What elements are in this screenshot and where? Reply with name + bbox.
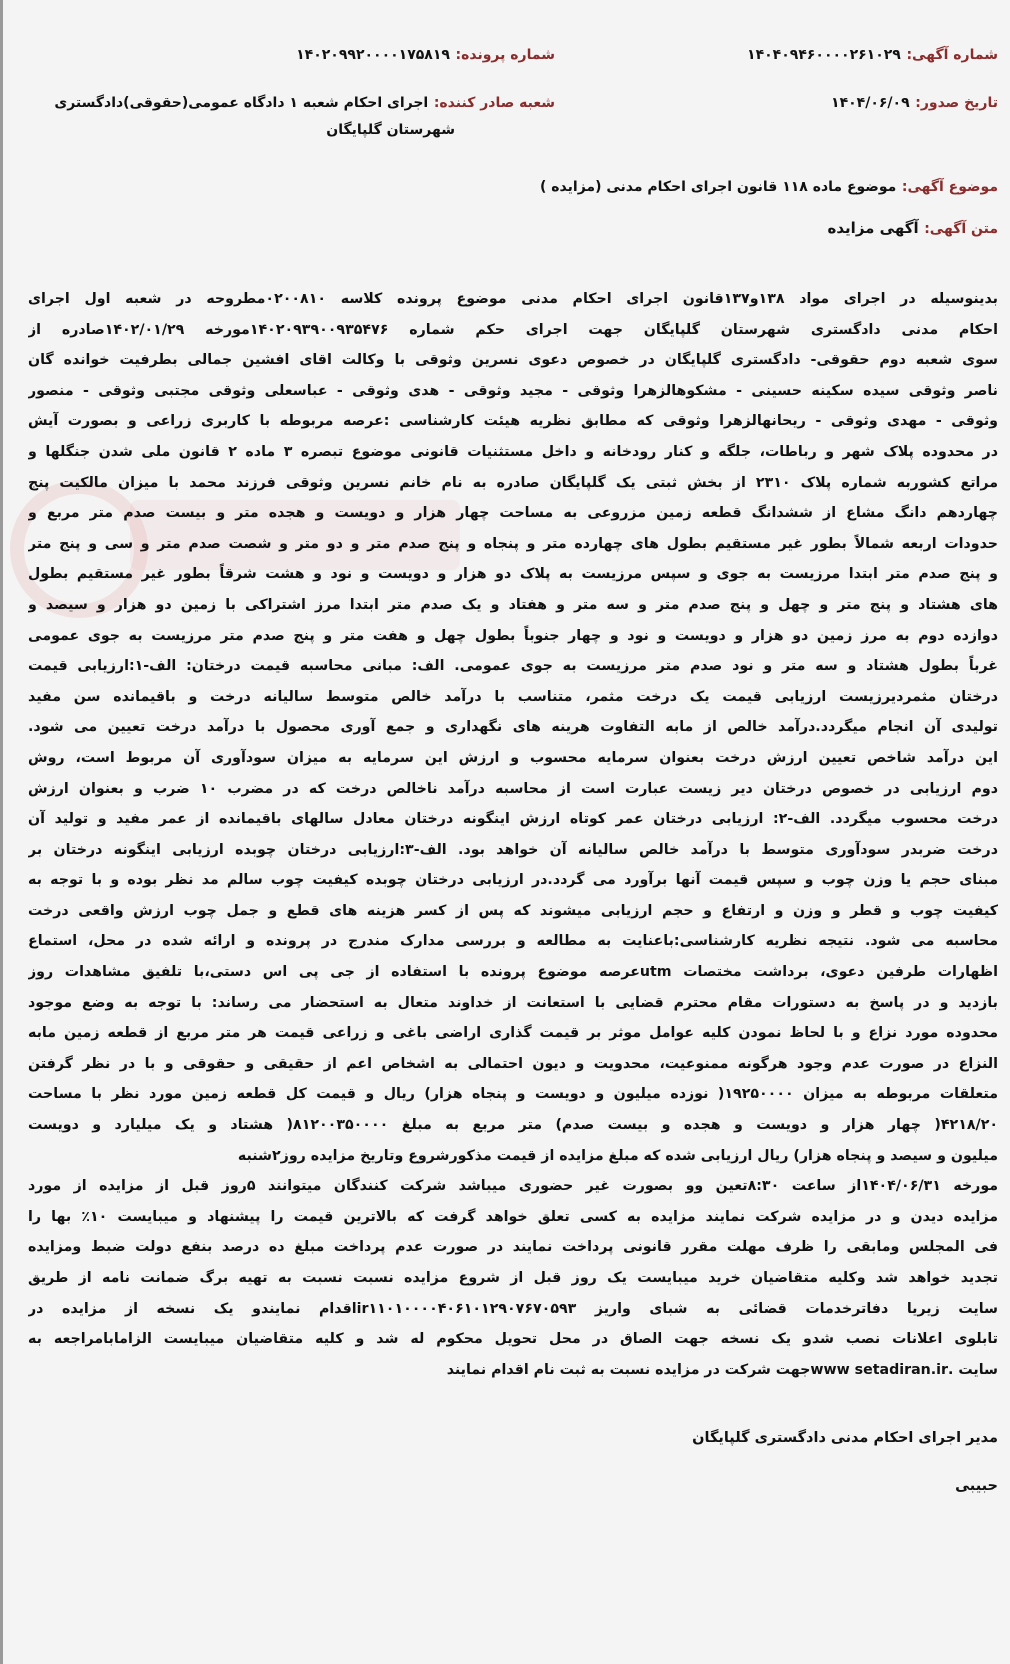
body-line: درخت محسوب میگردد. الف-۲: ارزیابی درختان عمر کوتاه ارزش اینگونه درختان معادل سالهای باقیمانده از عمر مفید و تولید آن [28, 811, 998, 828]
subject-label: موضوع آگهی: [901, 179, 998, 195]
body-line: فی المجلس ومابقی را ظرف مهلت مقرر قانونی پرداخت نمایند در صورت عدم پرداخت مبلغ ده درصد بنفع دولت ضبط ومزایده [28, 1239, 998, 1256]
body-line: در محدوده پلاک شهر و رباطات، جلگه و کنار رودخانه و داخل مستثنیات قانونی موضوع تبصره ۳ ماده ۲ قانون ملی شدن جنگلها و [28, 443, 998, 460]
body-line: مزایده دیدن و در مزایده شرکت نمایند مزایده به کسی تعلق خواهد گرفت که بالاترین قیمت را پیشنهاد و میبایست ۱۰٪ بها را [28, 1208, 998, 1225]
body-line: وثوقی - مهدی وثوقی - ریحانهالزهرا وثوقی که مطابق نظریه هیئت کارشناسی :عرصه مربوطه با کاربری زراعی و بصورت آیش [28, 413, 998, 430]
subject-value: موضوع ماده ۱۱۸ قانون اجرای احکام مدنی (مزایده ) [540, 179, 897, 195]
body-line: سایت زیریا دفاترخدمات قضائی به شبای واریز ir۱۱۰۱۰۰۰۰۴۰۶۱۰۱۲۹۰۷۶۷۰۵۹۳اقدام نمایندو یک نسخه از مزایده در [28, 1300, 998, 1317]
ad-body-text [28, 284, 998, 1385]
body-line: تجدید خواهد شد وکلیه متقاضیان خرید میبایست یک روز قبل از شروع مزایده نسبت نسبت به تهیه برگ ضمانت نامه از طریق [28, 1270, 998, 1286]
body-line: و پنج صدم متر ابتدا مرزیست به جوی و سپس مرزیست به پلاک دو هزار و دویست و نود و هشت شرقاً بطور غیر مستقیم بطول [28, 566, 998, 583]
ad-number-value: ۱۴۰۴۰۹۴۶۰۰۰۰۲۶۱۰۲۹ [747, 47, 901, 63]
issue-date-label: تاریخ صدور: [915, 95, 998, 111]
body-line: مورخه ۱۴۰۴/۰۶/۳۱از ساعت ۸:۳۰تعین وو بصورت غیر حضوری میباشد شرکت کنندگان میتوانند ۵روز قبل از مزایده از مورد [28, 1178, 998, 1195]
body-line: احکام مدنی دادگستری شهرستان گلپایگان جهت اجرای حکم شماره ۱۴۰۲۰۹۳۹۰۰۹۳۵۴۷۶مورخه ۱۴۰۲/۰۱/۲۹صادره از [28, 321, 998, 338]
body-line: مبنای حجم یا وزن چوب و سپس قیمت آنها برآورد می گردد.در ارزیابی درختان چوبده کیفیت چوب سالم مد نظر بوده و با توجه به [28, 872, 998, 889]
body-line: درختان مثمردیرزیست ارزیابی قیمت یک درخت مثمر، متناسب با درآمد خالص متوسط سالیانه درخت و باقیمانده سن مفید [28, 688, 998, 705]
ad-number-field [747, 44, 998, 63]
body-line: ۴۲۱۸/۲۰( چهار هزار و دویست و هجده و بیست صدم) متر مربع به مبلغ ۸۱۲۰۰۳۵۰۰۰۰( هشتاد و یک میلیارد و دویست [28, 1117, 998, 1134]
body-line: اظهارات طرفین دعوی، برداشت مختصات utmعرصه موضوع پرونده با استفاده از جی پی اس دستی،با تلفیق مشاهدات روز [28, 964, 998, 981]
ad-text-title: آگهی مزایده [827, 219, 919, 237]
body-line: چهاردهم دانگ مشاع از ششدانگ قطعه زمین مزروعی به مساحت چهار هزار و دویست و هجده متر و بیست صدم متر مربع و [28, 505, 998, 522]
body-line: النزاع در صورت عدم وجود هرگونه ممنوعیت، محدویت و دیون احتمالی به اشخاص اعم از حقیقی و حقوقی و با در نظر گرفتن [28, 1055, 998, 1072]
body-line: کیفیت چوب و قطر و وزن و ارتفاع و حجم ارزیابی میشوند که پس از کسر هزینه های قطع و جمل چوب ارزش واقعی درخت [28, 902, 998, 919]
issue-date-value: ۱۴۰۴/۰۶/۰۹ [831, 95, 910, 111]
case-number-field [296, 44, 555, 63]
page-border [0, 0, 3, 1664]
body-line: حدودات اربعه شمالاً بطور غیر مستقیم بطول های چهارده متر و پنجاه و پنج صدم متر و دو متر و شصت صدم متر و سی و پنج متر [28, 535, 998, 552]
branch-label: شعبه صادر کننده: [433, 95, 555, 111]
ad-text-field [828, 218, 998, 237]
body-line: بازدید و در پاسخ به دستورات مقام محترم قضایی با استعانت از خداوند متعال به استحضار می رساند: با توجه به وضع موجود [28, 994, 998, 1011]
body-line: محدوده مورد نزاع و با لحاظ نمودن کلیه عوامل موثر بر قیمت گذاری اراضی باغی و زراعی قیمت هر متر مربع از قطعه زمین مابه [28, 1025, 998, 1042]
body-line: غرباً بطول هشتاد و سه متر و نود صدم متر مرزیست به جوی عمومی. الف: مبانی محاسبه قیمت درختان: الف-۱:ارزیابی قیمت [28, 658, 998, 675]
body-line: این درآمد شاخص تعیین ارزش درخت بعنوان سرمایه محسوب و ارزش این سرمایه به میزان سودآوری آن مربوط است، روش [28, 749, 998, 766]
ad-number-label: شماره آگهی: [906, 47, 998, 63]
body-line: دوم ارزیابی در خصوص درختان دیر زیست عبارت است از محاسبه درآمد ناخالص درخت که در مضرب ۱۰ ضرب و بعنوان ارزش [28, 780, 998, 797]
ad-text-label: متن آگهی: [924, 221, 998, 237]
body-line: دوازده دوم به مرز زمین دو هزار و دویست و نود و چهار جنوباً بطول چهل و هفت متر و پنج صدم متر مرزیست به جوی عمومی [28, 627, 998, 644]
body-line: های هشتاد و پنج متر و چهل و پنج صدم متر و سه متر و هفتاد و یک صدم متر ابتدا مرز اشتراکی با زمین دو هزار و سیصد و [28, 596, 998, 613]
case-number-label: شماره پرونده: [455, 47, 555, 63]
body-line: تابلوی اعلانات نصب شدو یک نسخه جهت الصاق در محل تحویل محکوم له شد و کلیه متقاضیان میبایست الزامابامراجعه به [28, 1331, 998, 1348]
body-line: ناصر وثوقی سیده سکینه حسینی - مشکوهالزهرا وثوقی - مجید وثوقی - هدی وثوقی - عباسعلی وثوقی مجتبی وثوقی - منصور [28, 382, 998, 399]
signature-name: حبیبی [955, 1478, 998, 1494]
body-line: سوی شعبه دوم حقوقی- دادگستری گلپایگان در خصوص دعوی نسرین وثوقی با وکالت اقای افشین جمالی بطرفیت خوانده گان [28, 352, 998, 369]
body-line: مراتع کشوربه شماره پلاک ۲۳۱۰ از بخش ثبتی یک گلپایگان صادره به نام خانم نسرین وثوقی فرزند محمد با میزان مالکیت پنج [28, 474, 998, 491]
body-line: تولیدی آن انجام میگردد.درآمد خالص از مابه التفاوت هرینه های نگهداری و جمع آوری محصول با درآمد درخت تعیین می شود. [28, 719, 998, 736]
branch-value-line1: اجرای احکام شعبه ۱ دادگاه عمومی(حقوقی)دادگستری [54, 95, 429, 111]
body-line: بدینوسیله در اجرای مواد ۱۳۸و۱۳۷قانون اجرای احکام مدنی موضوع پرونده کلاسه ۰۲۰۰۸۱۰مطروحه در شعبه اول اجرای [28, 291, 998, 307]
signature-title: مدیر اجرای احکام مدنی دادگستری گلپایگان [692, 1430, 998, 1446]
body-line: درخت ضربدر سودآوری متوسط با درآمد خالص سالیانه آن خواهد بود. الف-۳:ارزیابی درختان چوبده ارزیابی اینگونه درختان بر [28, 841, 998, 858]
branch-field [54, 92, 555, 111]
issue-date-field [831, 92, 998, 111]
body-line: میلیون و سیصد و پنجاه هزار) ریال ارزیابی شده که مبلغ مزایده از قیمت مذکورشروع وتاریخ مزایده روز۲شنبه [237, 1147, 998, 1164]
body-line: محاسبه می شود. نتیجه نظریه کارشناسی:باعنایت به مطالعه و بررسی مدارک مندرج در پرونده و ارائه شده در محل، استماع [28, 933, 998, 950]
body-line: سایت .www setadiran.irجهت شرکت در مزایده نسبت به ثبت نام اقدام نمایند [446, 1361, 998, 1378]
body-line: متعلقات مربوطه به میزان ۱۹۲۵۰۰۰۰( نوزده میلیون و دویست و پنجاه هزار) ریال و قیمت کل قطعه زمین مورد نظر با مساحت [28, 1086, 998, 1103]
subject-field [540, 176, 998, 195]
case-number-value: ۱۴۰۲۰۹۹۲۰۰۰۰۱۷۵۸۱۹ [296, 47, 450, 63]
branch-value-line2: شهرستان گلپایگان [326, 122, 455, 138]
